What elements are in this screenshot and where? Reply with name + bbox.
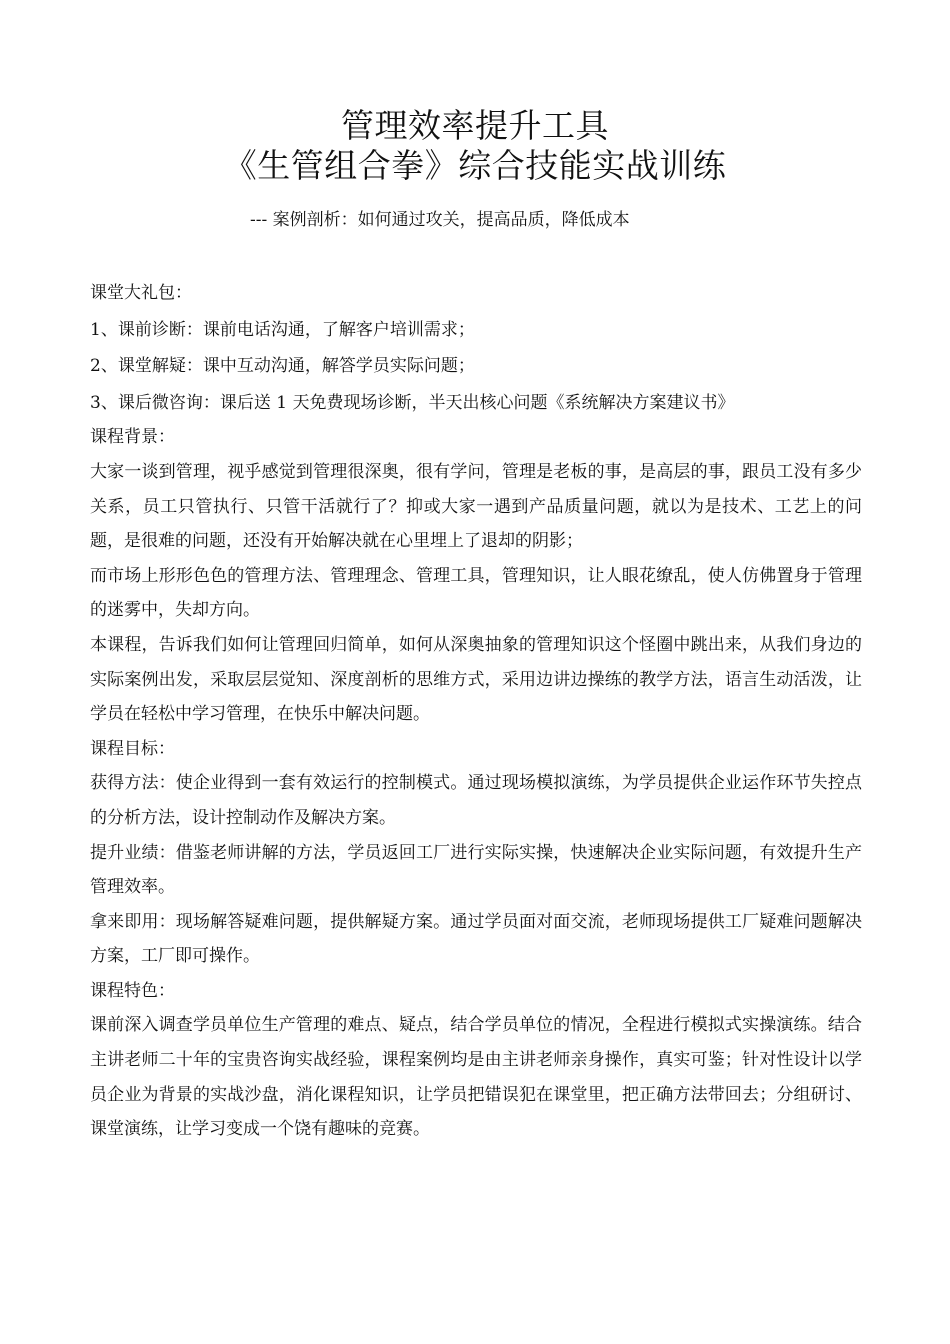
gift-pack-item-3: 3、课后微咨询：课后送 1 天免费现场诊断，半天出核心问题《系统解决方案建议书》 [90,392,735,413]
document-body [90,276,862,1147]
background-paragraph-1: 大家一谈到管理，视乎感觉到管理很深奥，很有学问，管理是老板的事，是高层的事，跟员工没有多少关系，员工只管执行、只管干活就行了？抑或大家一遇到产品质量问题，就以为是技术、工艺上的问题，是很难的问题，还没有开始解决就在心里埋上了退却的阴影； [90,461,862,552]
gift-pack-heading: 课堂大礼包： [90,283,192,303]
gift-pack-item-1: 1、课前诊断：课前电话沟通，了解客户培训需求； [90,319,475,340]
objectives-paragraph-3: 拿来即用：现场解答疑难问题，提供解疑方案。通过学员面对面交流，老师现场提供工厂疑难问题解决方案，工厂即可操作。 [90,911,862,967]
objectives-heading: 课程目标： [90,738,175,759]
document-title [0,106,950,186]
background-paragraph-2: 而市场上形形色色的管理方法、管理理念、管理工具，管理知识，让人眼花缭乱，使人仿佛置身于管理的迷雾中，失却方向。 [90,565,862,621]
objectives-paragraph-1: 获得方法：使企业得到一套有效运行的控制模式。通过现场模拟演练，为学员提供企业运作环节失控点的分析方法，设计控制动作及解决方案。 [90,773,862,828]
background-paragraph-3: 本课程，告诉我们如何让管理回归简单，如何从深奥抽象的管理知识这个怪圈中跳出来，从我们身边的实际案例出发，采取层层觉知、深度剖析的思维方式，采用边讲边操练的教学方法，语言生动活泼，让学员在轻松中学习管理，在快乐中解决问题。 [90,634,862,725]
features-heading: 课程特色： [90,980,175,1001]
title-line-2: 《生管组合拳》综合技能实战训练 [223,146,727,185]
gift-pack-item-2: 2、课堂解疑：课中互动沟通，解答学员实际问题； [90,356,475,377]
features-paragraph-1: 课前深入调查学员单位生产管理的难点、疑点，结合学员单位的情况，全程进行模拟式实操演练。结合主讲老师二十年的宝贵咨询实战经验，课程案例均是由主讲老师亲身操作，真实可鉴；针对性设计以学员企业为背景的实战沙盘，消化课程知识，让学员把错误犯在课堂里，把正确方法带回去；分组研讨、课堂演练，让学习变成一个饶有趣味的竞赛。 [90,1015,862,1140]
objectives-paragraph-2: 提升业绩：借鉴老师讲解的方法，学员返回工厂进行实际实操，快速解决企业实际问题，有效提升生产管理效率。 [90,842,862,898]
background-heading: 课程背景： [90,427,175,448]
title-line-1: 管理效率提升工具 [341,106,609,145]
document-subtitle: --- 案例剖析：如何通过攻关，提高品质，降低成本 [250,210,630,230]
